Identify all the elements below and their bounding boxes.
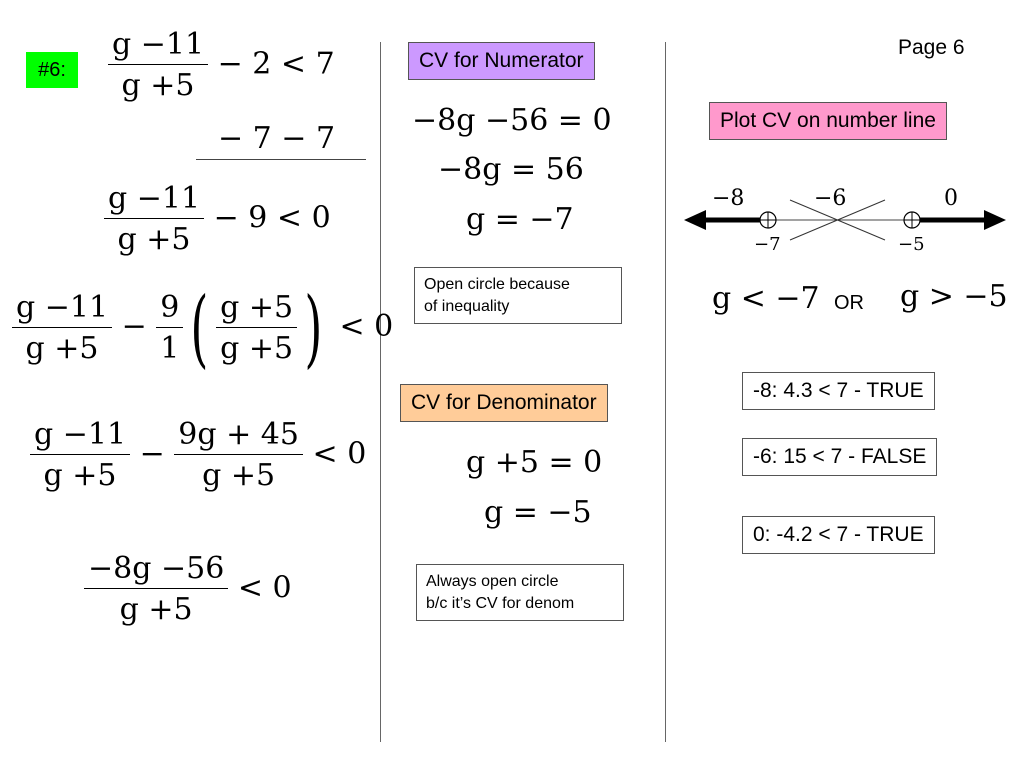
step-2-denominator: g +5 xyxy=(104,218,204,255)
step-2-inequality xyxy=(104,181,331,257)
step-1-denominator: g +5 xyxy=(108,64,208,101)
page-number: Page 6 xyxy=(898,36,965,59)
step-2-numerator: g −11 xyxy=(108,181,201,216)
step-3-inequality xyxy=(12,279,394,377)
step-3-numerator-3: g +5 xyxy=(220,289,294,325)
problem-label: #6: xyxy=(26,52,78,88)
step-4-inequality xyxy=(30,417,367,493)
cv-denominator-title: CV for Denominator xyxy=(400,384,608,422)
step-4-denominator-2: g +5 xyxy=(174,454,303,491)
step-3-numerator-1: g −11 xyxy=(16,289,109,325)
step-2-rest: − 9 < 0 xyxy=(213,200,331,236)
step-1-inequality xyxy=(108,27,335,103)
cv-label-minus-5: −5 xyxy=(898,234,925,255)
step-3-denominator-2: 1 xyxy=(156,327,183,364)
subtract-seven: − 7 − 7 xyxy=(218,121,336,156)
arrow-right-icon xyxy=(984,210,1006,230)
step-3-rest: < 0 xyxy=(339,309,394,344)
test-result-2: -6: 15 < 7 - FALSE xyxy=(742,438,937,476)
plot-cv-title: Plot CV on number line xyxy=(709,102,947,140)
step-3-denominator-3: g +5 xyxy=(216,327,297,364)
step-1-numerator: g −11 xyxy=(112,27,205,62)
step-1-rest: − 2 < 7 xyxy=(217,46,335,82)
solution-left: g < −7 xyxy=(712,281,820,316)
or-word: OR xyxy=(834,292,864,314)
den-line-2: g = −5 xyxy=(484,495,592,530)
divider-right xyxy=(665,42,666,742)
cv-label-minus-7: −7 xyxy=(754,234,781,255)
num-line-2: −8g = 56 xyxy=(438,152,584,187)
divider-left xyxy=(380,42,381,742)
test-result-3: 0: -4.2 < 7 - TRUE xyxy=(742,516,935,554)
test-result-1: -8: 4.3 < 7 - TRUE xyxy=(742,372,935,410)
right-paren: ) xyxy=(304,279,323,377)
step-3-minus: − xyxy=(121,309,147,344)
num-line-1: −8g −56 = 0 xyxy=(412,103,612,138)
numerator-note: Open circle because of inequality xyxy=(414,267,622,324)
step-5-inequality xyxy=(84,551,292,627)
denominator-note: Always open circle b/c it’s CV for denom xyxy=(416,564,624,621)
den-line-1: g +5 = 0 xyxy=(466,445,603,480)
solution-right: g > −5 xyxy=(900,279,1008,314)
step-5-rest: < 0 xyxy=(237,570,292,606)
step-5-denominator: g +5 xyxy=(84,588,228,625)
arrow-left-icon xyxy=(684,210,706,230)
left-paren: ( xyxy=(190,279,209,377)
test-label-minus-8: −8 xyxy=(712,186,745,211)
step-4-numerator-1: g −11 xyxy=(34,417,127,452)
num-line-3: g = −7 xyxy=(466,202,574,237)
test-label-zero: 0 xyxy=(944,186,958,211)
step-3-denominator-1: g +5 xyxy=(12,327,112,364)
step-4-denominator-1: g +5 xyxy=(30,454,130,491)
subtract-underline xyxy=(196,159,366,160)
step-3-numerator-2: 9 xyxy=(160,289,180,325)
step-5-numerator: −8g −56 xyxy=(88,551,225,586)
step-4-rest: < 0 xyxy=(312,436,367,472)
step-4-minus: − xyxy=(139,436,165,472)
step-4-numerator-2: 9g + 45 xyxy=(178,417,299,452)
test-label-minus-6: −6 xyxy=(814,186,847,211)
cv-numerator-title: CV for Numerator xyxy=(408,42,595,80)
